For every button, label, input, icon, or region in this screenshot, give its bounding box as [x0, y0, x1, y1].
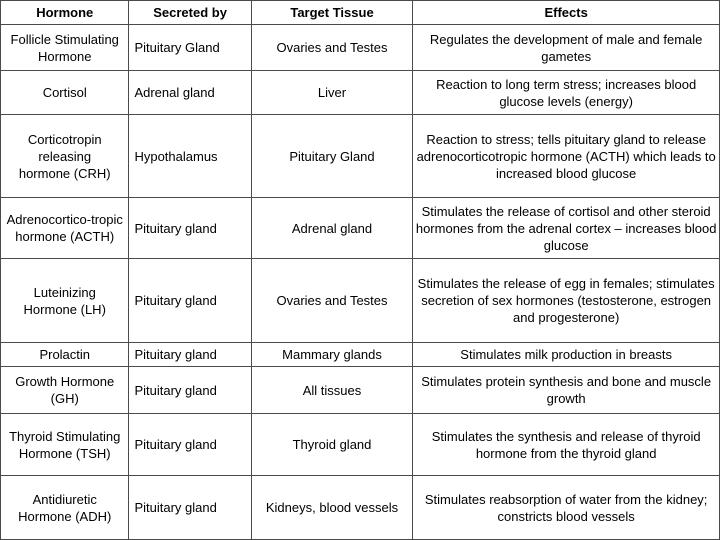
target-tissue-cell: Ovaries and Testes	[251, 25, 413, 71]
effects-cell: Regulates the development of male and female gametes	[413, 25, 720, 71]
secreted-by-cell: Pituitary gland	[129, 259, 251, 343]
effects-cell: Stimulates milk production in breasts	[413, 343, 720, 367]
effects-cell: Stimulates the release of cortisol and other steroid hormones from the adrenal cortex – increases blood glucose	[413, 198, 720, 259]
hormone-cell: Prolactin	[1, 343, 129, 367]
target-tissue-cell: Mammary glands	[251, 343, 413, 367]
table-row	[1, 25, 720, 71]
header-secreted-by: Secreted by	[129, 1, 251, 25]
hormone-cell: Antidiuretic Hormone (ADH)	[1, 476, 129, 540]
hormone-cell: Luteinizing Hormone (LH)	[1, 259, 129, 343]
table-row	[1, 198, 720, 259]
table-row	[1, 115, 720, 198]
hormone-cell: Corticotropin releasing hormone (CRH)	[1, 115, 129, 198]
hormone-cell: Adrenocortico-tropic hormone (ACTH)	[1, 198, 129, 259]
header-hormone: Hormone	[1, 1, 129, 25]
hormone-cell: Cortisol	[1, 71, 129, 115]
table-row	[1, 259, 720, 343]
effects-cell: Stimulates the release of egg in females; stimulates secretion of sex hormones (testosterone, estrogen and progesterone)	[413, 259, 720, 343]
effects-cell: Reaction to long term stress; increases blood glucose levels (energy)	[413, 71, 720, 115]
hormone-cell: Follicle Stimulating Hormone	[1, 25, 129, 71]
table-row	[1, 476, 720, 540]
effects-cell: Stimulates protein synthesis and bone and muscle growth	[413, 367, 720, 414]
table-row	[1, 414, 720, 476]
target-tissue-cell: Kidneys, blood vessels	[251, 476, 413, 540]
secreted-by-cell: Pituitary Gland	[129, 25, 251, 71]
table-row	[1, 367, 720, 414]
effects-cell: Reaction to stress; tells pituitary gland to release adrenocorticotropic hormone (ACTH) which leads to increased blood glucose	[413, 115, 720, 198]
header-row	[1, 1, 720, 25]
secreted-by-cell: Pituitary gland	[129, 343, 251, 367]
target-tissue-cell: Adrenal gland	[251, 198, 413, 259]
target-tissue-cell: Pituitary Gland	[251, 115, 413, 198]
header-target-tissue: Target Tissue	[251, 1, 413, 25]
secreted-by-cell: Pituitary gland	[129, 367, 251, 414]
effects-cell: Stimulates the synthesis and release of thyroid hormone from the thyroid gland	[413, 414, 720, 476]
secreted-by-cell: Hypothalamus	[129, 115, 251, 198]
target-tissue-cell: Thyroid gland	[251, 414, 413, 476]
table-row	[1, 343, 720, 367]
secreted-by-cell: Pituitary gland	[129, 414, 251, 476]
effects-cell: Stimulates reabsorption of water from the kidney; constricts blood vessels	[413, 476, 720, 540]
hormone-cell: Thyroid Stimulating Hormone (TSH)	[1, 414, 129, 476]
target-tissue-cell: All tissues	[251, 367, 413, 414]
secreted-by-cell: Pituitary gland	[129, 198, 251, 259]
target-tissue-cell: Liver	[251, 71, 413, 115]
header-effects: Effects	[413, 1, 720, 25]
target-tissue-cell: Ovaries and Testes	[251, 259, 413, 343]
table-row	[1, 71, 720, 115]
secreted-by-cell: Pituitary gland	[129, 476, 251, 540]
secreted-by-cell: Adrenal gland	[129, 71, 251, 115]
hormone-cell: Growth Hormone (GH)	[1, 367, 129, 414]
